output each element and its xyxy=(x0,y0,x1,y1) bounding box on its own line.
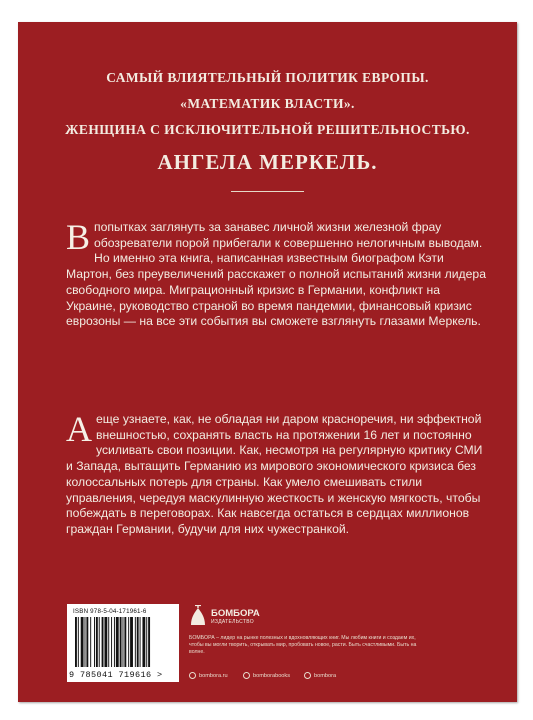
divider xyxy=(231,191,304,192)
social-label: bombora.ru xyxy=(199,672,228,679)
social-label: bomborabooks xyxy=(253,672,291,679)
bombora-logo-icon xyxy=(188,605,208,627)
barcode-box xyxy=(67,604,179,682)
headline-line-2: «МАТЕМАТИК ВЛАСТИ». xyxy=(180,96,355,111)
book-back-cover xyxy=(18,22,517,702)
social-telegram xyxy=(304,672,336,679)
paragraph-text: попытках заглянуть за занавес личной жизни железной фрау обозреватели порой прибегали к совершенно нелогичным выводам. Но именно эта книга, написанная известным биографом Кэти Мартон, без преувеличений расскажет о полной испытаний жизни лидера свободного мира. Миграционный кризис в Германии, конфликт на Украине, руководство страной во время пандемии, финансовый кризис еврозоны — на все эти события вы сможете взглянуть глазами Меркель. xyxy=(66,220,486,329)
description-paragraph-1 xyxy=(66,217,486,330)
publisher-description: БОМБОРА – лидер на рынке полезных и вдохновляющих книг. Мы любим книги и создаем их, чтобы вы могли творить, открывать мир, пробовать новое, расти. Быть счастливыми. Быть на волне. xyxy=(189,635,417,656)
telegram-icon xyxy=(304,672,311,679)
publisher-subtitle: ИЗДАТЕЛЬСТВО xyxy=(211,619,254,625)
globe-icon xyxy=(189,672,196,679)
headline-line-1: САМЫЙ ВЛИЯТЕЛЬНЫЙ ПОЛИТИК ЕВРОПЫ. xyxy=(106,70,429,85)
headline-title: АНГЕЛА МЕРКЕЛЬ. xyxy=(157,150,378,174)
social-label: bombora xyxy=(314,672,337,679)
headline-line-3: ЖЕНЩИНА С ИСКЛЮЧИТЕЛЬНОЙ РЕШИТЕЛЬНОСТЬЮ. xyxy=(65,122,470,137)
social-website xyxy=(189,672,228,679)
description-paragraph-2 xyxy=(66,409,486,538)
vk-icon xyxy=(243,672,250,679)
publisher-name: БОМБОРА xyxy=(211,608,260,619)
paragraph-text: еще узнаете, как, не обладая ни даром красноречия, ни эффектной внешностью, сохранять власть на протяжении 16 лет и постоянно усиливать свои позиции. Как, несмотря на регулярную критику СМИ и Запада, вытащить Германию из мирового экономического кризиса без колоссальных потерь для страны. Как умело смешивать стили управления, чередуя маскулинную жесткость и женскую мягкость, чтобы побеждать в переговорах. Как навсегда остаться в сердцах миллионов граждан Германии, будучи для них чужестранкой. xyxy=(66,412,483,536)
dropcap: А xyxy=(66,409,92,449)
barcode-number: 9 785041 719616 > xyxy=(69,670,163,680)
social-vk xyxy=(243,672,290,679)
dropcap: В xyxy=(66,217,91,257)
isbn-label: ISBN 978-5-04-171961-6 xyxy=(73,608,147,615)
barcode-icon xyxy=(73,617,173,669)
